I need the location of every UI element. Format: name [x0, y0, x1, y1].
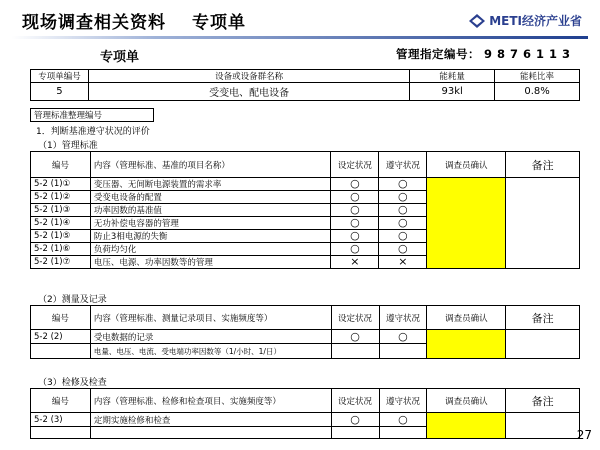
- row-comply-empty: [379, 427, 427, 439]
- s2-h-set: 设定状况: [331, 306, 379, 330]
- table-row: [31, 413, 580, 427]
- row-no: 5-2 (1)⑤: [31, 230, 91, 243]
- mgmt-label: 管理指定编号：: [396, 47, 480, 61]
- s3-h-no: 编号: [31, 389, 91, 413]
- s2-h-no: 编号: [31, 306, 91, 330]
- row-content: 受电数据的记录: [90, 330, 331, 344]
- std-number-label: 管理标准整理编号: [31, 109, 154, 122]
- row-set[interactable]: ○: [331, 330, 379, 344]
- s3-label: （3）检修及检查: [38, 378, 107, 388]
- page-number: 27: [576, 428, 592, 442]
- row-content: 受变电设备的配置: [90, 191, 331, 204]
- s2-h-confirm: 调查员确认: [427, 306, 506, 330]
- s2-h-comply: 遵守状况: [379, 306, 427, 330]
- row-set[interactable]: ○: [331, 243, 379, 256]
- row-set[interactable]: ○: [331, 217, 379, 230]
- info-energy: 93kl: [410, 83, 495, 101]
- row-comply[interactable]: ○: [379, 204, 427, 217]
- row-no: 5-2 (1)②: [31, 191, 91, 204]
- s2-h-note: 备注: [506, 306, 580, 330]
- s1-h-no: 编号: [31, 152, 91, 178]
- s2-confirm-cell[interactable]: [427, 330, 506, 359]
- row-set[interactable]: ○: [331, 178, 379, 191]
- row-no: 5-2 (1)③: [31, 204, 91, 217]
- s2-label: （2）测量及记录: [38, 295, 107, 305]
- row-no: 5-2 (3): [31, 413, 91, 427]
- row-content-empty: [90, 427, 331, 439]
- s3-h-comply: 遵守状况: [379, 389, 427, 413]
- management-number: [396, 46, 575, 62]
- s3-h-confirm: 调查员确认: [427, 389, 506, 413]
- mgmt-value: 9876113: [484, 47, 576, 61]
- row-comply-empty: [379, 344, 427, 359]
- info-header-name: 设备或设备群名称: [88, 70, 409, 83]
- meti-logo: [469, 12, 582, 29]
- row-content: 变压器、无间断电源装置的需求率: [90, 178, 331, 191]
- s1-h-set: 设定状况: [331, 152, 379, 178]
- row-no: 5-2 (1)④: [31, 217, 91, 230]
- meti-emblem-icon: [469, 14, 485, 28]
- row-content: 功率因数的基准值: [90, 204, 331, 217]
- row-comply[interactable]: ○: [379, 217, 427, 230]
- s1-h-comply: 遵守状况: [379, 152, 427, 178]
- row-subcontent: 电量、电压、电流、受电端功率因数等（1/小时、1/日）: [90, 344, 331, 359]
- info-id: 5: [31, 83, 89, 101]
- row-set[interactable]: ○: [331, 413, 379, 427]
- s1-note-cell[interactable]: [506, 178, 580, 269]
- row-no-empty: [31, 344, 91, 359]
- s1-label: （1）管理标准: [38, 141, 98, 151]
- title-main: 现场调查相关资料: [22, 13, 166, 33]
- row-no: 5-2 (1)⑦: [31, 256, 91, 269]
- row-no-empty: [31, 427, 91, 439]
- table-row: [31, 330, 580, 344]
- row-no: 5-2 (1)⑥: [31, 243, 91, 256]
- page-title: [22, 8, 246, 33]
- row-no: 5-2 (2): [31, 330, 91, 344]
- info-header-ratio: 能耗比率: [495, 70, 580, 83]
- s1-h-note: 备注: [506, 152, 580, 178]
- s3-confirm-cell[interactable]: [427, 413, 506, 439]
- s1-h-confirm: 调查员确认: [427, 152, 506, 178]
- row-comply[interactable]: ○: [379, 230, 427, 243]
- s2-h-content: 内容（管理标准、测量记录项目、实施频度等）: [90, 306, 331, 330]
- row-no: 5-2 (1)①: [31, 178, 91, 191]
- info-header-energy: 能耗量: [410, 70, 495, 83]
- row-comply[interactable]: ○: [379, 330, 427, 344]
- info-name: 受变电、配电设备: [88, 83, 409, 101]
- s3-h-content: 内容（管理标准、检修和检查项目、实施频度等）: [90, 389, 331, 413]
- header-divider: [12, 36, 588, 39]
- section-heading: 1．判断基准遵守状况的评价: [36, 127, 150, 137]
- row-comply[interactable]: ○: [379, 178, 427, 191]
- row-content: 防止3相电源的失衡: [90, 230, 331, 243]
- s3-h-note: 备注: [506, 389, 580, 413]
- row-set-empty: [331, 427, 379, 439]
- info-ratio: 0.8%: [495, 83, 580, 101]
- logo-text: METI经济产业省: [489, 14, 582, 28]
- title-sub: 专项单: [192, 13, 246, 33]
- row-set[interactable]: ×: [331, 256, 379, 269]
- s3-h-set: 设定状况: [331, 389, 379, 413]
- std-number-box: [30, 108, 154, 122]
- row-set-empty: [331, 344, 379, 359]
- row-comply[interactable]: ○: [379, 191, 427, 204]
- row-set[interactable]: ○: [331, 230, 379, 243]
- s3-note-cell[interactable]: [506, 413, 580, 439]
- table-row: [31, 178, 580, 191]
- measurement-record-table: [30, 305, 580, 359]
- s1-confirm-cell[interactable]: [427, 178, 506, 269]
- s2-note-cell[interactable]: [506, 330, 580, 359]
- sheet-title: 专项单: [100, 50, 140, 65]
- management-standard-table: [30, 151, 580, 269]
- row-comply[interactable]: ○: [379, 413, 427, 427]
- row-content: 无功补偿电容器的管理: [90, 217, 331, 230]
- equipment-info-table: [30, 69, 580, 101]
- row-comply[interactable]: ×: [379, 256, 427, 269]
- row-content: 定期实施检修和检查: [90, 413, 331, 427]
- row-comply[interactable]: ○: [379, 243, 427, 256]
- info-header-id: 专项单编号: [31, 70, 89, 83]
- row-set[interactable]: ○: [331, 204, 379, 217]
- s1-h-content: 内容（管理标准、基准的项目名称）: [90, 152, 331, 178]
- inspection-table: [30, 388, 580, 439]
- row-content: 负荷均匀化: [90, 243, 331, 256]
- row-set[interactable]: ○: [331, 191, 379, 204]
- row-content: 电压、电源、功率因数等的管理: [90, 256, 331, 269]
